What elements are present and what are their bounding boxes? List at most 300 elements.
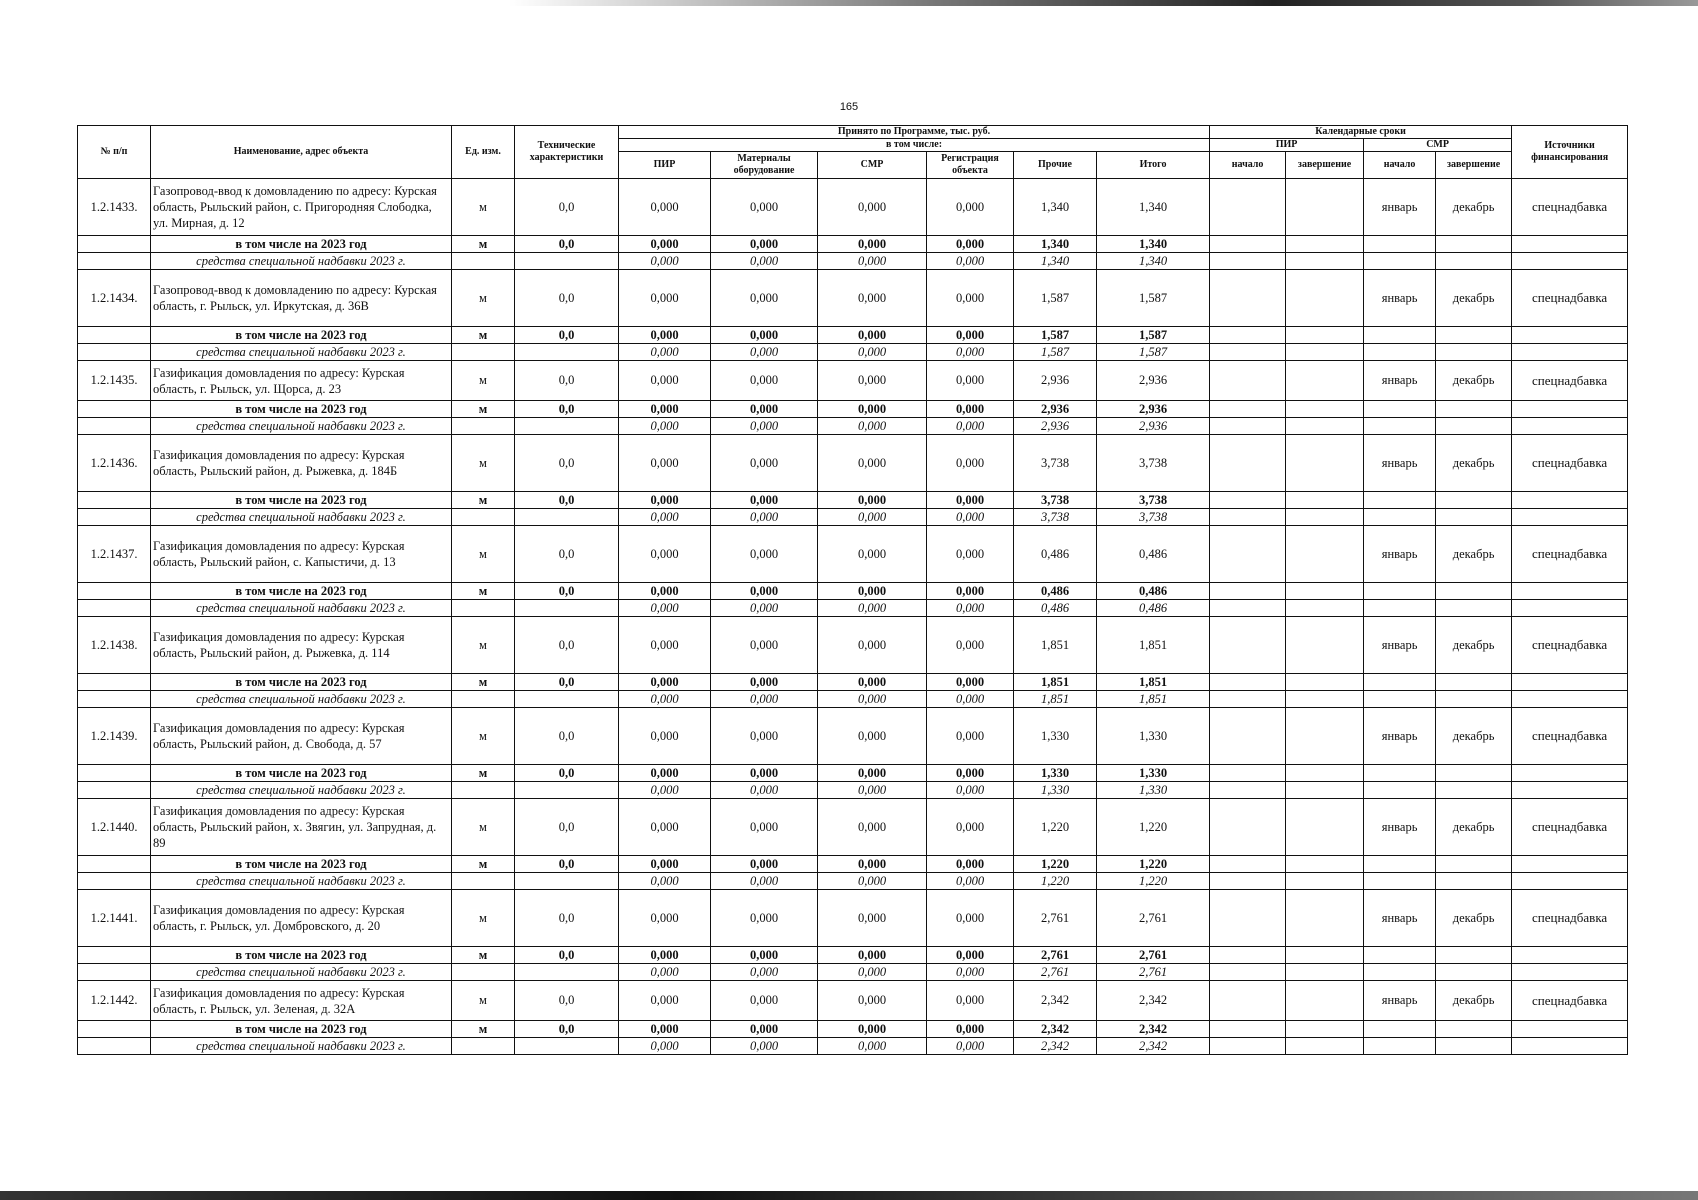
sub-materials-cell: 0,000 bbox=[711, 401, 818, 418]
sub-num-cell bbox=[78, 236, 151, 253]
src-tech-cell bbox=[515, 691, 619, 708]
src-empty-cell bbox=[1364, 964, 1436, 981]
col-header-smr: СМР bbox=[818, 152, 927, 179]
unit-cell: м bbox=[452, 361, 515, 401]
smr-cell: 0,000 bbox=[818, 435, 927, 492]
src-materials-cell: 0,000 bbox=[711, 253, 818, 270]
src-total-cell: 1,330 bbox=[1097, 782, 1210, 799]
sub-registration-cell: 0,000 bbox=[927, 947, 1014, 964]
pir-cell: 0,000 bbox=[619, 617, 711, 674]
smr-cell: 0,000 bbox=[818, 179, 927, 236]
sub-total-cell: 0,486 bbox=[1097, 583, 1210, 600]
unit-cell: м bbox=[452, 179, 515, 236]
src-tech-cell bbox=[515, 344, 619, 361]
sub-empty-cell bbox=[1512, 327, 1628, 344]
tech-cell: 0,0 bbox=[515, 361, 619, 401]
src-total-cell: 2,936 bbox=[1097, 418, 1210, 435]
src-empty-cell bbox=[1436, 1038, 1512, 1055]
src-unit-cell bbox=[452, 600, 515, 617]
total-cell: 2,936 bbox=[1097, 361, 1210, 401]
src-pir-cell: 0,000 bbox=[619, 344, 711, 361]
pir-end-cell bbox=[1286, 799, 1364, 856]
table-row-object bbox=[78, 890, 1628, 947]
total-cell: 2,761 bbox=[1097, 890, 1210, 947]
sub-empty-cell bbox=[1436, 674, 1512, 691]
src-empty-cell bbox=[1512, 253, 1628, 270]
sub-materials-cell: 0,000 bbox=[711, 674, 818, 691]
src-registration-cell: 0,000 bbox=[927, 1038, 1014, 1055]
src-empty-cell bbox=[1364, 253, 1436, 270]
pir-end-cell bbox=[1286, 270, 1364, 327]
materials-cell: 0,000 bbox=[711, 270, 818, 327]
src-empty-cell bbox=[1210, 873, 1286, 890]
table-row-year-subtotal bbox=[78, 674, 1628, 691]
total-cell: 3,738 bbox=[1097, 435, 1210, 492]
other-cell: 1,220 bbox=[1014, 799, 1097, 856]
sub-smr-cell: 0,000 bbox=[818, 947, 927, 964]
pir-end-cell bbox=[1286, 526, 1364, 583]
sub-tech-cell: 0,0 bbox=[515, 765, 619, 782]
col-header-pir-start: начало bbox=[1210, 152, 1286, 179]
src-registration-cell: 0,000 bbox=[927, 344, 1014, 361]
sub-empty-cell bbox=[1512, 674, 1628, 691]
pir-start-cell bbox=[1210, 617, 1286, 674]
src-empty-cell bbox=[1210, 782, 1286, 799]
src-total-cell: 2,342 bbox=[1097, 1038, 1210, 1055]
row-number: 1.2.1438. bbox=[78, 617, 151, 674]
src-pir-cell: 0,000 bbox=[619, 782, 711, 799]
src-empty-cell bbox=[1364, 600, 1436, 617]
sub-tech-cell: 0,0 bbox=[515, 1021, 619, 1038]
src-total-cell: 1,340 bbox=[1097, 253, 1210, 270]
sub-other-cell: 1,851 bbox=[1014, 674, 1097, 691]
registration-cell: 0,000 bbox=[927, 270, 1014, 327]
sub-other-cell: 1,330 bbox=[1014, 765, 1097, 782]
smr-cell: 0,000 bbox=[818, 708, 927, 765]
smr-cell: 0,000 bbox=[818, 526, 927, 583]
smr-end-cell: декабрь bbox=[1436, 435, 1512, 492]
src-empty-cell bbox=[1512, 873, 1628, 890]
src-total-cell: 1,587 bbox=[1097, 344, 1210, 361]
sub-smr-cell: 0,000 bbox=[818, 674, 927, 691]
sub-unit-cell: м bbox=[452, 765, 515, 782]
source-cell: спецнадбавка bbox=[1512, 981, 1628, 1021]
smr-end-cell: декабрь bbox=[1436, 179, 1512, 236]
tech-cell: 0,0 bbox=[515, 890, 619, 947]
src-empty-cell bbox=[1286, 691, 1364, 708]
pir-start-cell bbox=[1210, 179, 1286, 236]
src-empty-cell bbox=[1286, 253, 1364, 270]
tech-cell: 0,0 bbox=[515, 617, 619, 674]
src-num-cell bbox=[78, 964, 151, 981]
src-total-cell: 1,851 bbox=[1097, 691, 1210, 708]
src-other-cell: 0,486 bbox=[1014, 600, 1097, 617]
pir-end-cell bbox=[1286, 435, 1364, 492]
sub-other-cell: 3,738 bbox=[1014, 492, 1097, 509]
src-smr-cell: 0,000 bbox=[818, 418, 927, 435]
materials-cell: 0,000 bbox=[711, 617, 818, 674]
col-header-total: Итого bbox=[1097, 152, 1210, 179]
object-name: Газификация домовладения по адресу: Курская область, Рыльский район, д. Рыжевка, д. 184Б bbox=[151, 435, 452, 492]
table-row-year-subtotal bbox=[78, 1021, 1628, 1038]
source-cell: спецнадбавка bbox=[1512, 435, 1628, 492]
sub-total-cell: 1,587 bbox=[1097, 327, 1210, 344]
sub-pir-cell: 0,000 bbox=[619, 947, 711, 964]
pir-cell: 0,000 bbox=[619, 981, 711, 1021]
smr-start-cell: январь bbox=[1364, 708, 1436, 765]
sub-smr-cell: 0,000 bbox=[818, 765, 927, 782]
src-empty-cell bbox=[1512, 344, 1628, 361]
sub-other-cell: 2,936 bbox=[1014, 401, 1097, 418]
sub-total-cell: 2,342 bbox=[1097, 1021, 1210, 1038]
sub-pir-cell: 0,000 bbox=[619, 856, 711, 873]
total-cell: 2,342 bbox=[1097, 981, 1210, 1021]
src-tech-cell bbox=[515, 964, 619, 981]
tech-cell: 0,0 bbox=[515, 708, 619, 765]
src-tech-cell bbox=[515, 600, 619, 617]
source-cell: спецнадбавка bbox=[1512, 526, 1628, 583]
sub-tech-cell: 0,0 bbox=[515, 492, 619, 509]
sub-registration-cell: 0,000 bbox=[927, 327, 1014, 344]
sub-empty-cell bbox=[1436, 856, 1512, 873]
tech-cell: 0,0 bbox=[515, 435, 619, 492]
src-unit-cell bbox=[452, 253, 515, 270]
sub-total-cell: 3,738 bbox=[1097, 492, 1210, 509]
table-row-object bbox=[78, 435, 1628, 492]
sub-materials-cell: 0,000 bbox=[711, 583, 818, 600]
page-number: 165 bbox=[839, 101, 859, 113]
total-cell: 1,851 bbox=[1097, 617, 1210, 674]
src-tech-cell bbox=[515, 782, 619, 799]
src-empty-cell bbox=[1436, 344, 1512, 361]
col-header-cal-pir: ПИР bbox=[1210, 139, 1364, 152]
sub-empty-cell bbox=[1286, 401, 1364, 418]
src-label: средства специальной надбавки 2023 г. bbox=[151, 344, 452, 361]
src-unit-cell bbox=[452, 1038, 515, 1055]
src-pir-cell: 0,000 bbox=[619, 691, 711, 708]
sub-label: в том числе на 2023 год bbox=[151, 492, 452, 509]
src-empty-cell bbox=[1512, 782, 1628, 799]
sub-tech-cell: 0,0 bbox=[515, 327, 619, 344]
sub-total-cell: 2,761 bbox=[1097, 947, 1210, 964]
other-cell: 2,761 bbox=[1014, 890, 1097, 947]
sub-registration-cell: 0,000 bbox=[927, 674, 1014, 691]
src-empty-cell bbox=[1210, 1038, 1286, 1055]
src-label: средства специальной надбавки 2023 г. bbox=[151, 691, 452, 708]
src-total-cell: 0,486 bbox=[1097, 600, 1210, 617]
src-label: средства специальной надбавки 2023 г. bbox=[151, 1038, 452, 1055]
table-row-object bbox=[78, 799, 1628, 856]
sub-unit-cell: м bbox=[452, 856, 515, 873]
sub-empty-cell bbox=[1436, 1021, 1512, 1038]
sub-unit-cell: м bbox=[452, 947, 515, 964]
sub-empty-cell bbox=[1286, 1021, 1364, 1038]
col-header-sources: Источники финансирования bbox=[1512, 126, 1628, 179]
registration-cell: 0,000 bbox=[927, 799, 1014, 856]
sub-pir-cell: 0,000 bbox=[619, 583, 711, 600]
src-other-cell: 1,587 bbox=[1014, 344, 1097, 361]
smr-end-cell: декабрь bbox=[1436, 526, 1512, 583]
materials-cell: 0,000 bbox=[711, 361, 818, 401]
src-empty-cell bbox=[1364, 873, 1436, 890]
sub-empty-cell bbox=[1210, 1021, 1286, 1038]
sub-empty-cell bbox=[1364, 947, 1436, 964]
sub-empty-cell bbox=[1210, 765, 1286, 782]
other-cell: 1,851 bbox=[1014, 617, 1097, 674]
sub-empty-cell bbox=[1512, 856, 1628, 873]
sub-empty-cell bbox=[1512, 236, 1628, 253]
unit-cell: м bbox=[452, 799, 515, 856]
src-materials-cell: 0,000 bbox=[711, 418, 818, 435]
table-row-object bbox=[78, 617, 1628, 674]
src-empty-cell bbox=[1210, 691, 1286, 708]
src-empty-cell bbox=[1436, 509, 1512, 526]
tech-cell: 0,0 bbox=[515, 270, 619, 327]
total-cell: 1,220 bbox=[1097, 799, 1210, 856]
unit-cell: м bbox=[452, 270, 515, 327]
src-tech-cell bbox=[515, 418, 619, 435]
sub-empty-cell bbox=[1286, 327, 1364, 344]
src-empty-cell bbox=[1364, 1038, 1436, 1055]
materials-cell: 0,000 bbox=[711, 981, 818, 1021]
smr-start-cell: январь bbox=[1364, 799, 1436, 856]
table-row-funding-source bbox=[78, 418, 1628, 435]
sub-smr-cell: 0,000 bbox=[818, 856, 927, 873]
src-label: средства специальной надбавки 2023 г. bbox=[151, 873, 452, 890]
unit-cell: м bbox=[452, 981, 515, 1021]
sub-empty-cell bbox=[1364, 492, 1436, 509]
sub-smr-cell: 0,000 bbox=[818, 1021, 927, 1038]
src-smr-cell: 0,000 bbox=[818, 873, 927, 890]
other-cell: 0,486 bbox=[1014, 526, 1097, 583]
src-registration-cell: 0,000 bbox=[927, 691, 1014, 708]
smr-end-cell: декабрь bbox=[1436, 981, 1512, 1021]
col-header-including: в том числе: bbox=[619, 139, 1210, 152]
sub-registration-cell: 0,000 bbox=[927, 401, 1014, 418]
src-empty-cell bbox=[1286, 873, 1364, 890]
sub-materials-cell: 0,000 bbox=[711, 1021, 818, 1038]
table-row-year-subtotal bbox=[78, 236, 1628, 253]
materials-cell: 0,000 bbox=[711, 799, 818, 856]
sub-empty-cell bbox=[1286, 236, 1364, 253]
src-total-cell: 1,220 bbox=[1097, 873, 1210, 890]
src-label: средства специальной надбавки 2023 г. bbox=[151, 418, 452, 435]
sub-registration-cell: 0,000 bbox=[927, 856, 1014, 873]
sub-smr-cell: 0,000 bbox=[818, 236, 927, 253]
table-row-funding-source bbox=[78, 600, 1628, 617]
total-cell: 1,330 bbox=[1097, 708, 1210, 765]
src-empty-cell bbox=[1436, 600, 1512, 617]
registration-cell: 0,000 bbox=[927, 179, 1014, 236]
src-pir-cell: 0,000 bbox=[619, 1038, 711, 1055]
src-unit-cell bbox=[452, 782, 515, 799]
src-empty-cell bbox=[1436, 418, 1512, 435]
pir-start-cell bbox=[1210, 526, 1286, 583]
unit-cell: м bbox=[452, 890, 515, 947]
src-other-cell: 1,220 bbox=[1014, 873, 1097, 890]
src-empty-cell bbox=[1286, 964, 1364, 981]
src-unit-cell bbox=[452, 509, 515, 526]
other-cell: 1,340 bbox=[1014, 179, 1097, 236]
sub-registration-cell: 0,000 bbox=[927, 583, 1014, 600]
src-smr-cell: 0,000 bbox=[818, 600, 927, 617]
sub-empty-cell bbox=[1364, 401, 1436, 418]
src-other-cell: 2,342 bbox=[1014, 1038, 1097, 1055]
src-unit-cell bbox=[452, 964, 515, 981]
table-row-year-subtotal bbox=[78, 327, 1628, 344]
src-empty-cell bbox=[1210, 964, 1286, 981]
src-smr-cell: 0,000 bbox=[818, 344, 927, 361]
row-number: 1.2.1437. bbox=[78, 526, 151, 583]
table-row-year-subtotal bbox=[78, 583, 1628, 600]
unit-cell: м bbox=[452, 708, 515, 765]
src-materials-cell: 0,000 bbox=[711, 509, 818, 526]
budget-table bbox=[77, 125, 1628, 1055]
sub-empty-cell bbox=[1210, 327, 1286, 344]
unit-cell: м bbox=[452, 526, 515, 583]
src-num-cell bbox=[78, 600, 151, 617]
table-row-funding-source bbox=[78, 253, 1628, 270]
src-pir-cell: 0,000 bbox=[619, 600, 711, 617]
table-row-funding-source bbox=[78, 691, 1628, 708]
materials-cell: 0,000 bbox=[711, 179, 818, 236]
src-pir-cell: 0,000 bbox=[619, 509, 711, 526]
total-cell: 1,587 bbox=[1097, 270, 1210, 327]
pir-end-cell bbox=[1286, 981, 1364, 1021]
smr-cell: 0,000 bbox=[818, 617, 927, 674]
src-empty-cell bbox=[1512, 418, 1628, 435]
src-tech-cell bbox=[515, 1038, 619, 1055]
object-name: Газификация домовладения по адресу: Курская область, г. Рыльск, ул. Домбровского, д. 20 bbox=[151, 890, 452, 947]
src-label: средства специальной надбавки 2023 г. bbox=[151, 964, 452, 981]
sub-registration-cell: 0,000 bbox=[927, 492, 1014, 509]
smr-start-cell: январь bbox=[1364, 526, 1436, 583]
sub-num-cell bbox=[78, 327, 151, 344]
sub-empty-cell bbox=[1210, 492, 1286, 509]
sub-tech-cell: 0,0 bbox=[515, 583, 619, 600]
sub-empty-cell bbox=[1210, 856, 1286, 873]
table-row-funding-source bbox=[78, 782, 1628, 799]
unit-cell: м bbox=[452, 435, 515, 492]
sub-registration-cell: 0,000 bbox=[927, 1021, 1014, 1038]
src-materials-cell: 0,000 bbox=[711, 1038, 818, 1055]
src-other-cell: 1,330 bbox=[1014, 782, 1097, 799]
registration-cell: 0,000 bbox=[927, 617, 1014, 674]
src-other-cell: 1,340 bbox=[1014, 253, 1097, 270]
src-smr-cell: 0,000 bbox=[818, 509, 927, 526]
src-smr-cell: 0,000 bbox=[818, 964, 927, 981]
src-smr-cell: 0,000 bbox=[818, 253, 927, 270]
object-name: Газопровод-ввод к домовладению по адресу: Курская область, Рыльский район, с. Пригородняя Слободка, ул. Мирная, д. 12 bbox=[151, 179, 452, 236]
registration-cell: 0,000 bbox=[927, 890, 1014, 947]
sub-pir-cell: 0,000 bbox=[619, 401, 711, 418]
sub-smr-cell: 0,000 bbox=[818, 327, 927, 344]
src-materials-cell: 0,000 bbox=[711, 782, 818, 799]
row-number: 1.2.1435. bbox=[78, 361, 151, 401]
src-empty-cell bbox=[1286, 344, 1364, 361]
sub-materials-cell: 0,000 bbox=[711, 327, 818, 344]
sub-tech-cell: 0,0 bbox=[515, 674, 619, 691]
src-empty-cell bbox=[1364, 691, 1436, 708]
src-materials-cell: 0,000 bbox=[711, 691, 818, 708]
sub-tech-cell: 0,0 bbox=[515, 401, 619, 418]
col-header-tech: Технические характеристики bbox=[515, 126, 619, 179]
sub-empty-cell bbox=[1512, 492, 1628, 509]
row-number: 1.2.1433. bbox=[78, 179, 151, 236]
sub-empty-cell bbox=[1286, 674, 1364, 691]
source-cell: спецнадбавка bbox=[1512, 617, 1628, 674]
table-row-year-subtotal bbox=[78, 492, 1628, 509]
table-header bbox=[78, 126, 1628, 179]
row-number: 1.2.1442. bbox=[78, 981, 151, 1021]
sub-registration-cell: 0,000 bbox=[927, 765, 1014, 782]
materials-cell: 0,000 bbox=[711, 435, 818, 492]
other-cell: 3,738 bbox=[1014, 435, 1097, 492]
registration-cell: 0,000 bbox=[927, 708, 1014, 765]
sub-empty-cell bbox=[1364, 583, 1436, 600]
sub-materials-cell: 0,000 bbox=[711, 492, 818, 509]
sub-num-cell bbox=[78, 947, 151, 964]
object-name: Газификация домовладения по адресу: Курская область, г. Рыльск, ул. Щорса, д. 23 bbox=[151, 361, 452, 401]
src-empty-cell bbox=[1512, 691, 1628, 708]
src-num-cell bbox=[78, 782, 151, 799]
sub-empty-cell bbox=[1512, 765, 1628, 782]
pir-cell: 0,000 bbox=[619, 270, 711, 327]
smr-start-cell: январь bbox=[1364, 361, 1436, 401]
src-materials-cell: 0,000 bbox=[711, 964, 818, 981]
pir-cell: 0,000 bbox=[619, 708, 711, 765]
smr-end-cell: декабрь bbox=[1436, 361, 1512, 401]
sub-num-cell bbox=[78, 1021, 151, 1038]
sub-other-cell: 0,486 bbox=[1014, 583, 1097, 600]
sub-empty-cell bbox=[1436, 583, 1512, 600]
pir-cell: 0,000 bbox=[619, 526, 711, 583]
table-row-object bbox=[78, 270, 1628, 327]
sub-tech-cell: 0,0 bbox=[515, 947, 619, 964]
src-num-cell bbox=[78, 873, 151, 890]
table-body bbox=[78, 179, 1628, 1055]
col-header-smr-end: завершение bbox=[1436, 152, 1512, 179]
src-registration-cell: 0,000 bbox=[927, 509, 1014, 526]
smr-end-cell: декабрь bbox=[1436, 799, 1512, 856]
src-empty-cell bbox=[1286, 418, 1364, 435]
src-registration-cell: 0,000 bbox=[927, 782, 1014, 799]
pir-end-cell bbox=[1286, 179, 1364, 236]
pir-start-cell bbox=[1210, 361, 1286, 401]
pir-start-cell bbox=[1210, 981, 1286, 1021]
smr-start-cell: январь bbox=[1364, 270, 1436, 327]
src-pir-cell: 0,000 bbox=[619, 253, 711, 270]
sub-smr-cell: 0,000 bbox=[818, 583, 927, 600]
pir-end-cell bbox=[1286, 708, 1364, 765]
sub-empty-cell bbox=[1210, 401, 1286, 418]
sub-empty-cell bbox=[1436, 947, 1512, 964]
pir-start-cell bbox=[1210, 270, 1286, 327]
src-num-cell bbox=[78, 418, 151, 435]
sub-pir-cell: 0,000 bbox=[619, 236, 711, 253]
sub-total-cell: 1,340 bbox=[1097, 236, 1210, 253]
sub-empty-cell bbox=[1286, 583, 1364, 600]
sub-tech-cell: 0,0 bbox=[515, 236, 619, 253]
table-row-year-subtotal bbox=[78, 401, 1628, 418]
smr-end-cell: декабрь bbox=[1436, 270, 1512, 327]
pir-cell: 0,000 bbox=[619, 435, 711, 492]
pir-end-cell bbox=[1286, 890, 1364, 947]
src-registration-cell: 0,000 bbox=[927, 253, 1014, 270]
src-registration-cell: 0,000 bbox=[927, 418, 1014, 435]
sub-empty-cell bbox=[1210, 236, 1286, 253]
object-name: Газификация домовладения по адресу: Курская область, г. Рыльск, ул. Зеленая, д. 32А bbox=[151, 981, 452, 1021]
